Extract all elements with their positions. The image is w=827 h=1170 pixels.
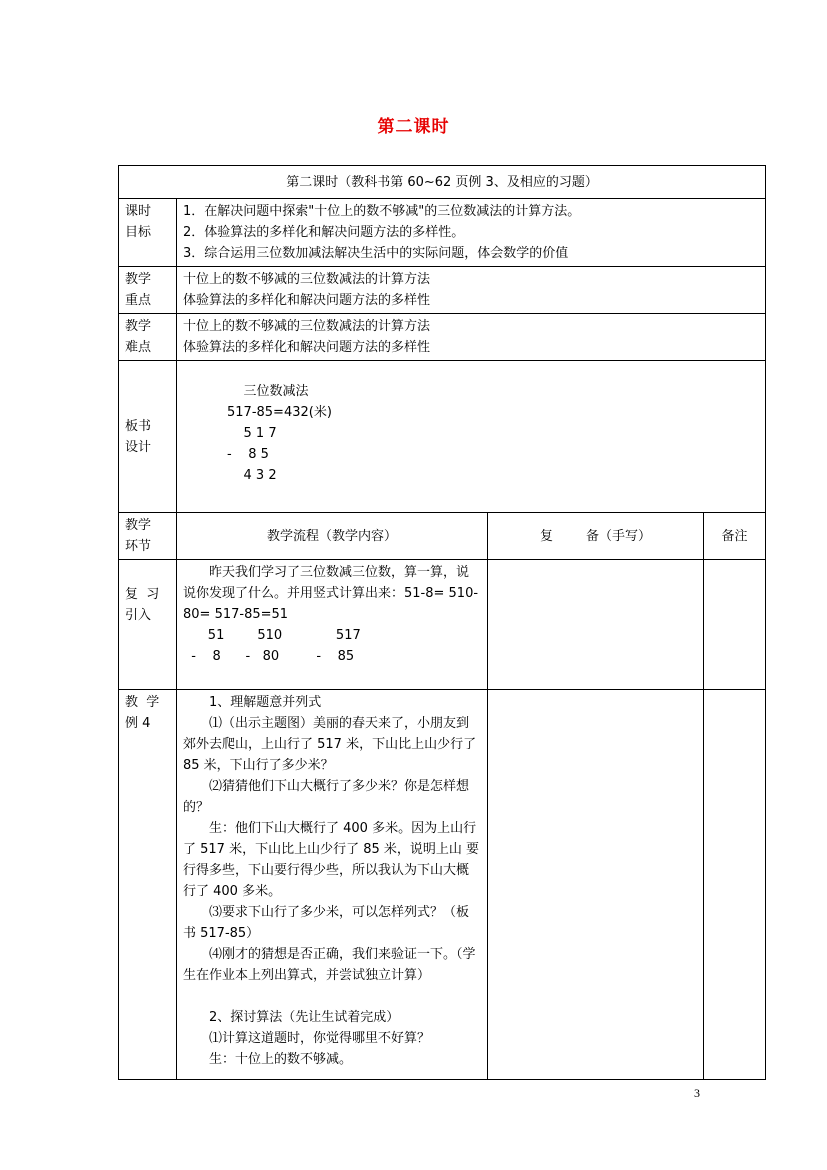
- review-label-line: 复 习: [125, 587, 160, 602]
- review-vertical-line: 51 510 517: [183, 628, 361, 643]
- example-line: [183, 986, 481, 1007]
- header-row: [119, 166, 766, 199]
- difficulties-content: [177, 314, 766, 361]
- prep-column-header: 复 备（手写）: [488, 513, 704, 560]
- example-line: ⑴计算这道题时，你觉得哪里不好算？: [209, 1031, 431, 1046]
- board-label-line: 设计: [125, 439, 152, 455]
- lesson-header: 第二课时（教科书第 60~62 页例 3、及相应的习题）: [119, 166, 766, 199]
- difficulties-label-line: 教学: [125, 319, 152, 334]
- lesson-plan-table: [118, 165, 766, 1080]
- stage-column-label-line: 教学: [125, 518, 152, 533]
- example-label-line: 例 4: [125, 716, 151, 731]
- example-label: [119, 690, 177, 1080]
- board-label: [119, 361, 177, 513]
- goals-label-line: 课时: [125, 204, 152, 219]
- board-content: [177, 361, 766, 513]
- stage-column-label: [119, 513, 177, 560]
- key-points-row: [119, 267, 766, 314]
- key-points-content: [177, 267, 766, 314]
- difficulties-label: [119, 314, 177, 361]
- goals-label-line: 目标: [125, 225, 152, 240]
- difficulty-line: 体验算法的多样化和解决问题方法的多样性: [183, 340, 431, 355]
- board-label-line: 板书: [125, 418, 152, 434]
- page-title: 第二课时: [377, 117, 450, 137]
- notes-column-header: 备注: [704, 513, 766, 560]
- example-notes-cell: [704, 690, 766, 1080]
- board-row: [119, 361, 766, 513]
- key-point-line: 体验算法的多样化和解决问题方法的多样性: [183, 293, 431, 308]
- example-line: 生：他们下山大概行了 400 多米。因为上山行了 517 米，下山比上山少行了 85 米，说明上山 要行得多些，下山要行得少些，所以我认为下山大概行了 400 多米。: [183, 821, 480, 899]
- review-label-line: 引入: [125, 608, 152, 623]
- review-notes-cell: [704, 560, 766, 690]
- difficulty-line: 十位上的数不够减的三位数减法的计算方法: [183, 319, 431, 334]
- goal-line: 2．体验算法的多样化和解决问题方法的多样性。: [183, 225, 465, 240]
- goal-line: 3．综合运用三位数加减法解决生活中的实际问题，体会数学的价值: [183, 246, 569, 261]
- difficulties-row: [119, 314, 766, 361]
- review-prep-cell: [488, 560, 704, 690]
- key-points-label-line: 教学: [125, 272, 152, 287]
- review-vertical-line: - 8 - 80 - 85: [183, 649, 355, 664]
- example-line: 1、理解题意并列式: [209, 695, 322, 710]
- stage-column-label-line: 环节: [125, 539, 152, 554]
- board-line: 5 1 7: [227, 426, 277, 441]
- review-content: [177, 560, 488, 690]
- example-line: ⑴（出示主题图）美丽的春天来了，小朋友到郊外去爬山，上山行了 517 米，下山比上山少行了 85 米，下山行了多少米？: [183, 716, 477, 773]
- review-paragraph: 昨天我们学习了三位数减三位数，算一算，说说你发现了什么。并用竖式计算出来：51-8= 510-80= 517-85=51: [183, 565, 479, 622]
- board-line: 4 3 2: [227, 468, 277, 483]
- example-label-line: 教 学: [125, 695, 160, 710]
- review-label: [119, 560, 177, 690]
- page-number: 3: [694, 1086, 700, 1100]
- example-line: ⑷刚才的猜想是否正确，我们来验证一下。（学生在作业本上列出算式，并尝试独立计算）: [183, 947, 476, 983]
- key-points-label: [119, 267, 177, 314]
- goals-content: [177, 199, 766, 267]
- example-line: 生：十位上的数不够减。: [209, 1052, 353, 1067]
- goal-line: 1．在解决问题中探索"十位上的数不够减"的三位数减法的计算方法。: [183, 204, 581, 219]
- flow-column-header: 教学流程（教学内容）: [177, 513, 488, 560]
- example-content: [177, 690, 488, 1080]
- difficulties-label-line: 难点: [125, 340, 152, 355]
- example-line: 2、探讨算法（先让生试着完成）: [209, 1010, 400, 1025]
- example-row: [119, 690, 766, 1080]
- example-prep-cell: [488, 690, 704, 1080]
- key-points-label-line: 重点: [125, 293, 152, 308]
- example-line: ⑵猜猜他们下山大概行了多少米？你是怎样想的？: [183, 779, 470, 815]
- board-line: 三位数减法: [227, 384, 309, 399]
- review-row: [119, 560, 766, 690]
- columns-row: [119, 513, 766, 560]
- example-line: ⑶要求下山行了多少米，可以怎样列式？（板书 517-85）: [183, 905, 470, 941]
- key-point-line: 十位上的数不够减的三位数减法的计算方法: [183, 272, 431, 287]
- goals-row: [119, 199, 766, 267]
- board-line: 517-85=432(米): [227, 405, 332, 420]
- goals-label: [119, 199, 177, 267]
- board-line: - 8 5: [227, 447, 269, 462]
